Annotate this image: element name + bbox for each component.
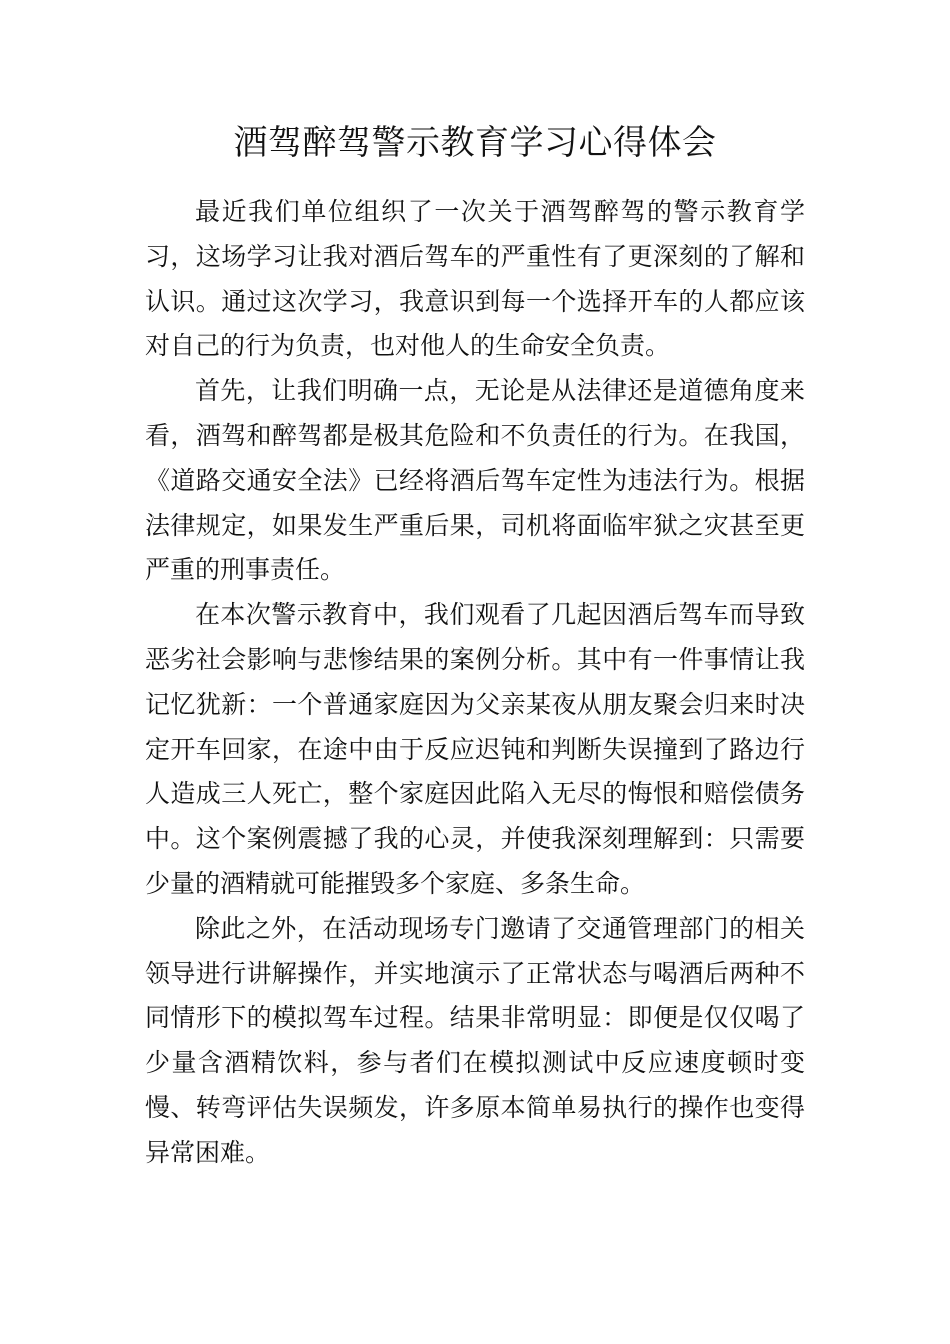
document-title: 酒驾醉驾警示教育学习心得体会 [233, 123, 717, 163]
paragraph-demo: 除此之外，在活动现场专门邀请了交通管理部门的相关领导进行讲解操作，并实地演示了正常状态与喝酒后两种不同情形下的模拟驾车过程。结果非常明显：即便是仅仅喝了少量含酒精饮料，参与者们在模拟测试中反应速度顿时变慢、转弯评估失误频发，许多原本简单易执行的操作也变得异常困难。 [145, 913, 805, 1167]
paragraph-law: 首先，让我们明确一点，无论是从法律还是道德角度来看，酒驾和醉驾都是极其危险和不负责任的行为。在我国，《道路交通安全法》已经将酒后驾车定性为违法行为。根据法律规定，如果发生严重后果，司机将面临牢狱之灾甚至更严重的刑事责任。 [145, 376, 805, 585]
document-body [145, 190, 805, 1176]
paragraph-intro: 最近我们单位组织了一次关于酒驾醉驾的警示教育学习，这场学习让我对酒后驾车的严重性有了更深刻的了解和认识。通过这次学习，我意识到每一个选择开车的人都应该对自己的行为负责，也对他人的生命安全负责。 [145, 197, 805, 361]
paragraph-case: 在本次警示教育中，我们观看了几起因酒后驾车而导致恶劣社会影响与悲惨结果的案例分析。其中有一件事情让我记忆犹新：一个普通家庭因为父亲某夜从朋友聚会归来时决定开车回家，在途中由于反应迟钝和判断失误撞到了路边行人造成三人死亡，整个家庭因此陷入无尽的悔恨和赔偿债务中。这个案例震撼了我的心灵，并使我深刻理解到：只需要少量的酒精就可能摧毁多个家庭、多条生命。 [145, 600, 805, 898]
